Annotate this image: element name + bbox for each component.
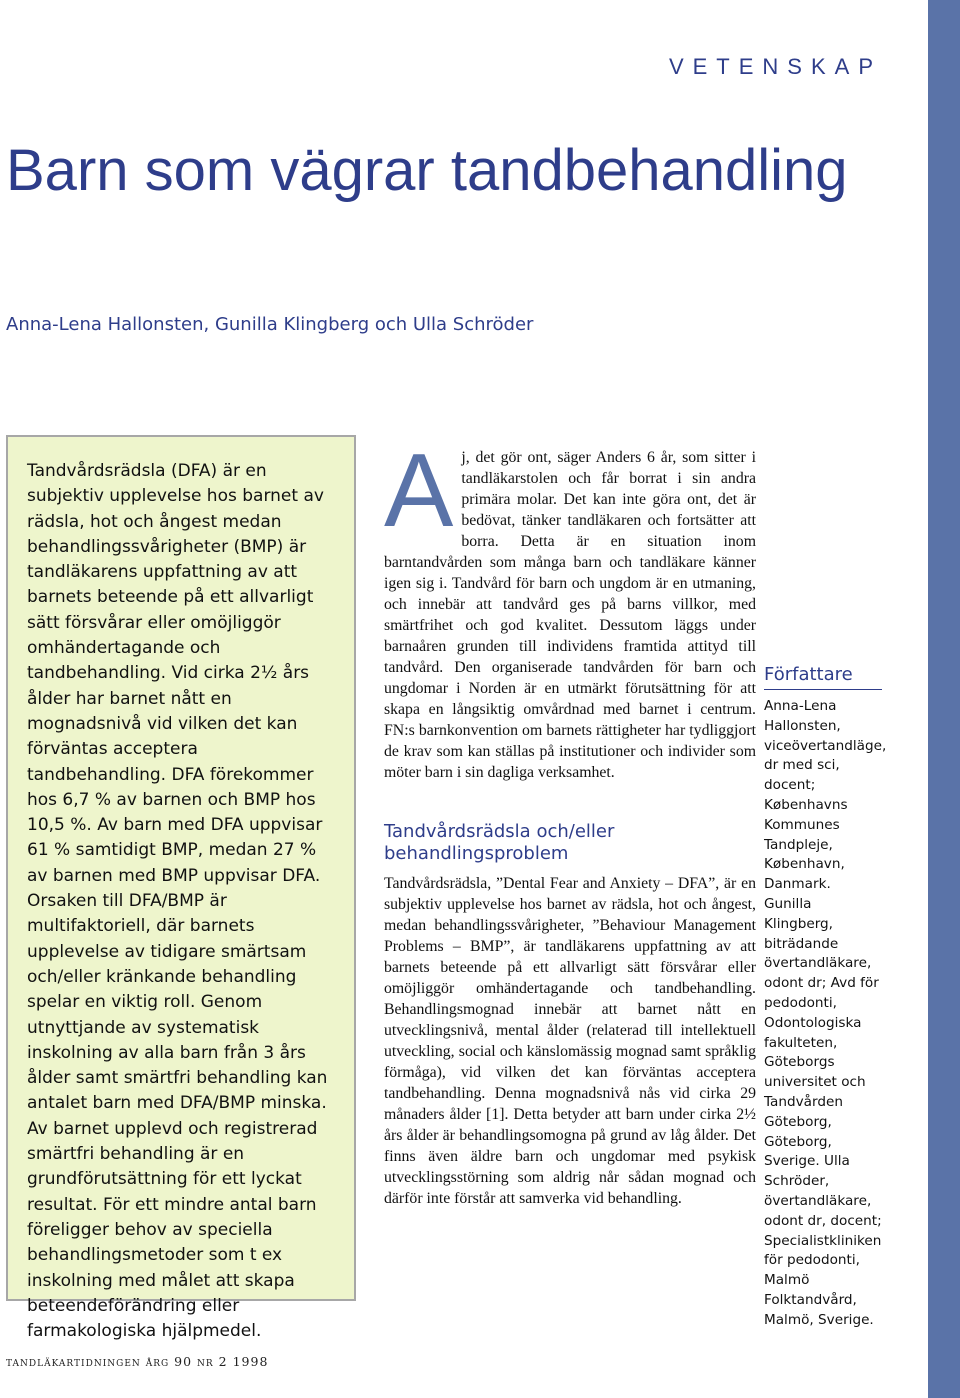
- intro-paragraph: j, det gör ont, säger Anders 6 år, som sitter i tandläkarstolen och får borrat i sin andra primära molar. Det kan inte göra ont, det är bedövat, tänker tandläkaren och fortsätter att borra. Detta är en situation inom barntandvården som många barn och tandläkare känner igen sig i. Tandvård för barn och ungdom är en utmaning, och innebär att tandvård ges på barns villkor, med smärtfrihet och god kvalitet. Dessutom läggs under barnaåren grunden till individens framtida attityd till tandvård. Den organiserade tandvården för barn och ungdomar i Norden är en utmärkt förutsättning för att skapa en långsiktig omvårdnad med barnet i centrum. FN:s barnkonvention om barnets rättigheter har tydliggjort de krav som kan ställas på institutioner och individer som möter barn i sin dagliga verksamhet.: [384, 449, 756, 781]
- summary-text: Tandvårdsrädsla (DFA) är en subjektiv upplevelse hos barnet av rädsla, hot och ångest medan behandlingssvårigheter (BMP) är tandläkarens uppfattning av att barnets beteende på ett allvarligt sätt försvårar eller omöjliggör omhändertagande och tandbehandling. Vid cirka 2½ års ålder har barnet nått en mognadsnivå vid vilken det kan förväntas acceptera tandbehandling. DFA förekommer hos 6,7 % av barnen och BMP hos 10,5 %. Av barn med DFA uppvisar 61 % samtidigt BMP, medan 27 % av barnen med BMP uppvisar DFA. Orsaken till DFA/BMP är multifaktoriell, där barnets upplevelse av tidigare smärtsam och/eller kränkande behandling spelar en viktig roll. Genom utnyttjande av systematisk inskolning av alla barn från 3 års ålder samt smärtfri behandling kan antalet barn med DFA/BMP minska. Av barnet upplevd och registrerad smärtfri behandling är en grundförutsättning för ett lyckat resultat. För ett mindre antal barn föreligger behov av speciella behandlingsmetoder som t ex inskolning med målet att skapa beteendeförändring eller farmakologiska hjälpmedel.: [27, 461, 328, 1342]
- authors-aside: [764, 664, 887, 1331]
- drop-cap: A: [384, 433, 454, 549]
- page-footer: tandläkartidningen årg 90 nr 2 1998: [6, 1354, 269, 1369]
- main-column: [384, 433, 756, 1209]
- section-label: VETENSKAP: [668, 54, 882, 79]
- article-title: Barn som vägrar tandbehandling: [6, 138, 848, 203]
- article-authors: Anna-Lena Hallonsten, Gunilla Klingberg och Ulla Schröder: [6, 314, 534, 335]
- decorative-side-bar: [928, 0, 960, 1398]
- aside-heading: Författare: [764, 664, 882, 690]
- section-paragraph: Tandvårdsrädsla, ”Dental Fear and Anxiety – DFA”, är en subjektiv upplevelse hos barnet av rädsla, hot och ångest, medan behandlingssvårigheter, ”Behaviour Management Problems – BMP”, är tandläkarens uppfattning av att barnets beteende på ett allvarligt sätt försvårar eller omöjliggör omhändertagande och tandbehandling. Behandlingsmognad innebär att barnet nått en utvecklingsnivå, mental ålder (relaterad till intellektuell utveckling, social och känslomässig mognad samt språklig förmåga), vid vilken det kan förväntas acceptera tandbehandling. Denna mognadsnivå nås vid cirka 29 månaders ålder [1]. Detta betyder att barn under cirka 2½ års ålder är behandlingsomogna på grund av låg ålder. Det finns även äldre barn och ungdomar med psykisk utvecklingsstörning som aldrig når sådan mognad och därför inte förstår att samverka vid behandling.: [384, 875, 756, 1207]
- section-heading: Tandvårdsrädsla och/eller behandlingsproblem: [384, 821, 615, 864]
- summary-box: [6, 435, 356, 1342]
- aside-text: Anna-Lena Hallonsten, viceövertandläge, dr med sci, docent; Københavns Kommunes Tandpleje, København, Danmark. Gunilla Klingberg, biträdande övertandläkare, odont dr; Avd för pedodonti, Odontologiska fakulteten, Göteborgs universitet och Tandvården Göteborg, Göteborg, Sverige. Ulla Schröder, övertandläkare, odont dr, docent; Specialistkliniken för pedodonti, Malmö Folktandvård, Malmö, Sverige.: [764, 698, 887, 1328]
